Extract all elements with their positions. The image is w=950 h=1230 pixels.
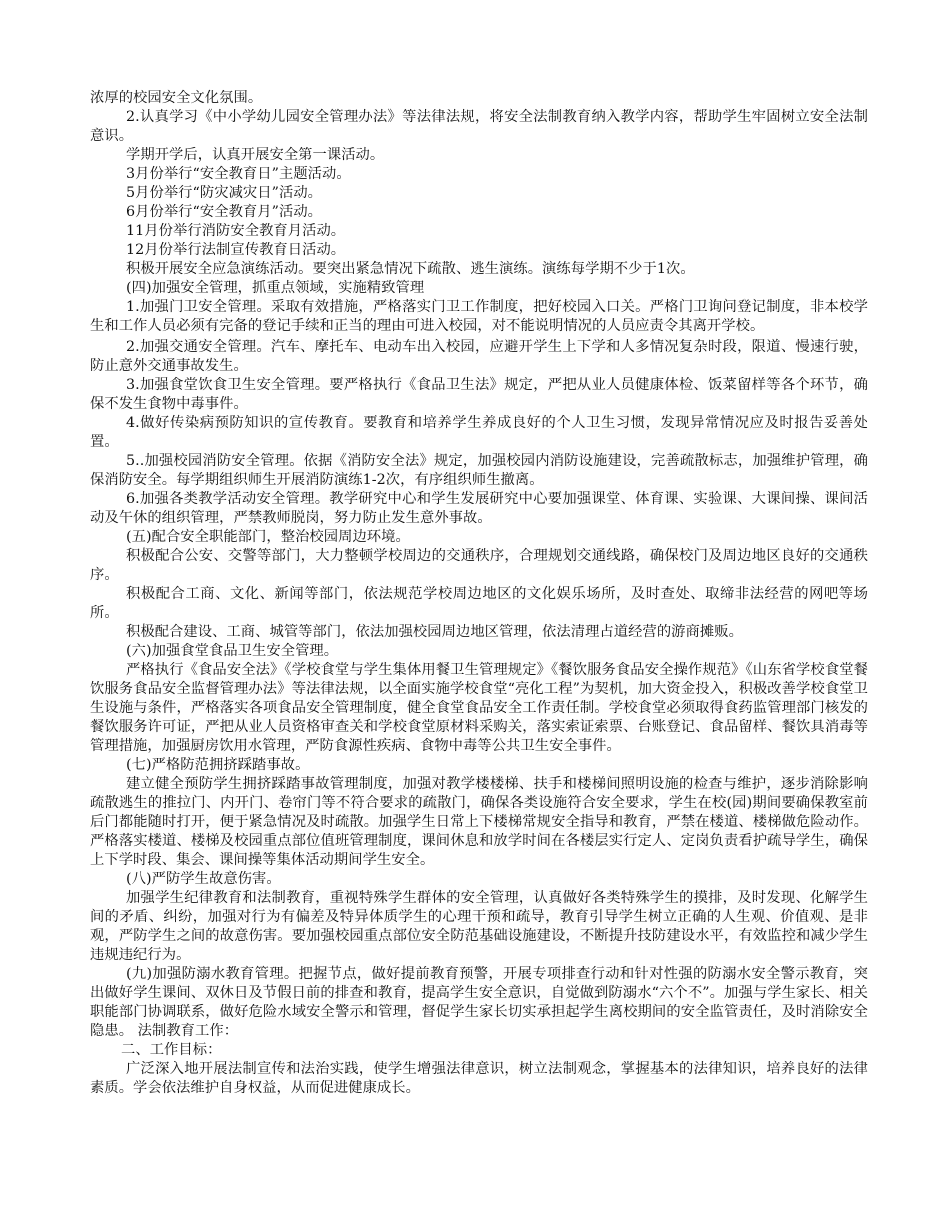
paragraph: 3月份举行“安全教育日”主题活动。	[126, 166, 351, 182]
paragraph: 5月份举行“防灾减灾日”活动。	[126, 185, 323, 201]
paragraph: 积极配合工商、文化、新闻等部门，依法规范学校周边地区的文化娱乐场所，及时查处、取缔非法经营的网吧等场所。	[90, 586, 868, 621]
paragraph: 6月份举行“安全教育月”活动。	[126, 204, 323, 220]
document-page	[90, 89, 868, 1098]
paragraph: 5..加强校园消防安全管理。依据《消防安全法》规定，加强校园内消防设施建设，完善疏散标志，加强维护管理，确保消防安全。每学期组织师生开展消防演练1-2次，有序组织师生撤离。	[90, 453, 868, 488]
paragraph: 1.加强门卫安全管理。采取有效措施，严格落实门卫工作制度，把好校园入口关。严格门卫询问登记制度，非本校学生和工作人员必须有完备的登记手续和正当的理由可进入校园，对不能说明情况的人员应责令其离开学校。	[90, 299, 868, 334]
paragraph: 3.加强食堂饮食卫生安全管理。要严格执行《食品卫生法》规定，严把从业人员健康体检、饭菜留样等各个环节，确保不发生食物中毒事件。	[90, 377, 868, 412]
paragraph: 4.做好传染病预防知识的宣传教育。要教育和培养学生养成良好的个人卫生习惯，发现异常情况应及时报告妥善处置。	[90, 415, 868, 450]
paragraph: 严格执行《食品安全法》《学校食堂与学生集体用餐卫生管理规定》《餐饮服务食品安全操作规范》《山东省学校食堂餐饮服务食品安全监督管理办法》等法律法规，以全面实施学校食堂“亮化工程”为契机，加大资金投入，积极改善学校食堂卫生设施与条件，严格落实各项食品安全管理制度，健全食堂食品安全工作责任制。学校食堂必须取得食药监管理部门核发的餐饮服务许可证，严把从业人员资格审查关和学校食堂原材料采购关，落实索证索票、台账登记、食品留样、餐饮具消毒等管理措施，加强厨房饮用水管理，严防食源性疾病、食物中毒等公共卫生安全事件。	[90, 662, 868, 754]
paragraph: 12月份举行法制宣传教育日活动。	[126, 242, 346, 258]
paragraph: 积极开展安全应急演练活动。要突出紧急情况下疏散、逃生演练。演练每学期不少于1次。	[126, 261, 695, 277]
paragraph: 2.加强交通安全管理。汽车、摩托车、电动车出入校园，应避开学生上下学和人多情况复杂时段，限道、慢速行驶，防止意外交通事故发生。	[90, 339, 868, 374]
section-heading: (四)加强安全管理，抓重点领域，实施精致管理	[126, 280, 425, 296]
paragraph: 11月份举行消防安全教育月活动。	[126, 223, 346, 239]
paragraph: 积极配合公安、交警等部门，大力整顿学校周边的交通秩序，合理规划交通线路，确保校门及周边地区良好的交通秩序。	[90, 548, 868, 583]
paragraph: (九)加强防溺水教育管理。把握节点，做好提前教育预警，开展专项排查行动和针对性强的防溺水安全警示教育，突出做好学生课间、双休日及节假日前的排查和教育，提高学生安全意识，自觉做到防溺水“六个不”。加强与学生家长、相关职能部门协调联系，做好危险水域安全警示和管理，督促学生家长切实承担起学生离校期间的安全监管责任，及时消除安全隐患。 法制教育工作：	[90, 966, 868, 1039]
paragraph: 积极配合建设、工商、城管等部门，依法加强校园周边地区管理，依法清理占道经营的游商摊贩。	[126, 624, 743, 640]
paragraph: 2.认真学习《中小学幼儿园安全管理办法》等法律法规，将安全法制教育纳入教学内容，帮助学生牢固树立安全法制意识。	[90, 109, 868, 144]
paragraph: 广泛深入地开展法制宣传和法治实践，使学生增强法律意识，树立法制观念，掌握基本的法律知识，培养良好的法律素质。学会依法维护自身权益，从而促进健康成长。	[90, 1061, 868, 1096]
paragraph: 建立健全预防学生拥挤踩踏事故管理制度，加强对教学楼楼梯、扶手和楼梯间照明设施的检查与维护，逐步消除影响疏散逃生的推拉门、内开门、卷帘门等不符合要求的疏散门，确保各类设施符合安全要求，学生在校(园)期间要确保教室前后门都能随时打开，便于紧急情况及时疏散。加强学生日常上下楼梯常规安全指导和教育，严禁在楼道、楼梯做危险动作。严格落实楼道、楼梯及校园重点部位值班管理制度，课间休息和放学时间在各楼层实行定人、定岗负责看护疏导学生，确保上下学时段、集会、课间操等集体活动期间学生安全。	[90, 776, 868, 868]
section-heading: (七)严格防范拥挤踩踏事故。	[126, 757, 310, 773]
section-heading: (六)加强食堂食品卫生安全管理。	[126, 643, 339, 659]
paragraph: 6.加强各类教学活动安全管理。教学研究中心和学生发展研究中心要加强课堂、体育课、实验课、大课间操、课间活动及午休的组织管理，严禁教师脱岗，努力防止发生意外事故。	[90, 491, 868, 526]
paragraph: 加强学生纪律教育和法制教育，重视特殊学生群体的安全管理，认真做好各类特殊学生的摸排，及时发现、化解学生间的矛盾、纠纷，加强对行为有偏差及特异体质学生的心理干预和疏导，教育引导学生树立正确的人生观、价值观、是非观，严防学生之间的故意伤害。要加强校园重点部位安全防范基础设施建设，不断提升技防建设水平，有效监控和减少学生违规违纪行为。	[90, 890, 868, 963]
section-heading: (八)严防学生故意伤害。	[126, 871, 281, 887]
paragraph: 浓厚的校园安全文化氛围。	[90, 90, 263, 106]
section-heading: (五)配合安全职能部门，整治校园周边环境。	[126, 529, 410, 545]
section-heading: 二、工作目标：	[121, 1042, 222, 1058]
paragraph: 学期开学后，认真开展安全第一课活动。	[126, 147, 385, 163]
